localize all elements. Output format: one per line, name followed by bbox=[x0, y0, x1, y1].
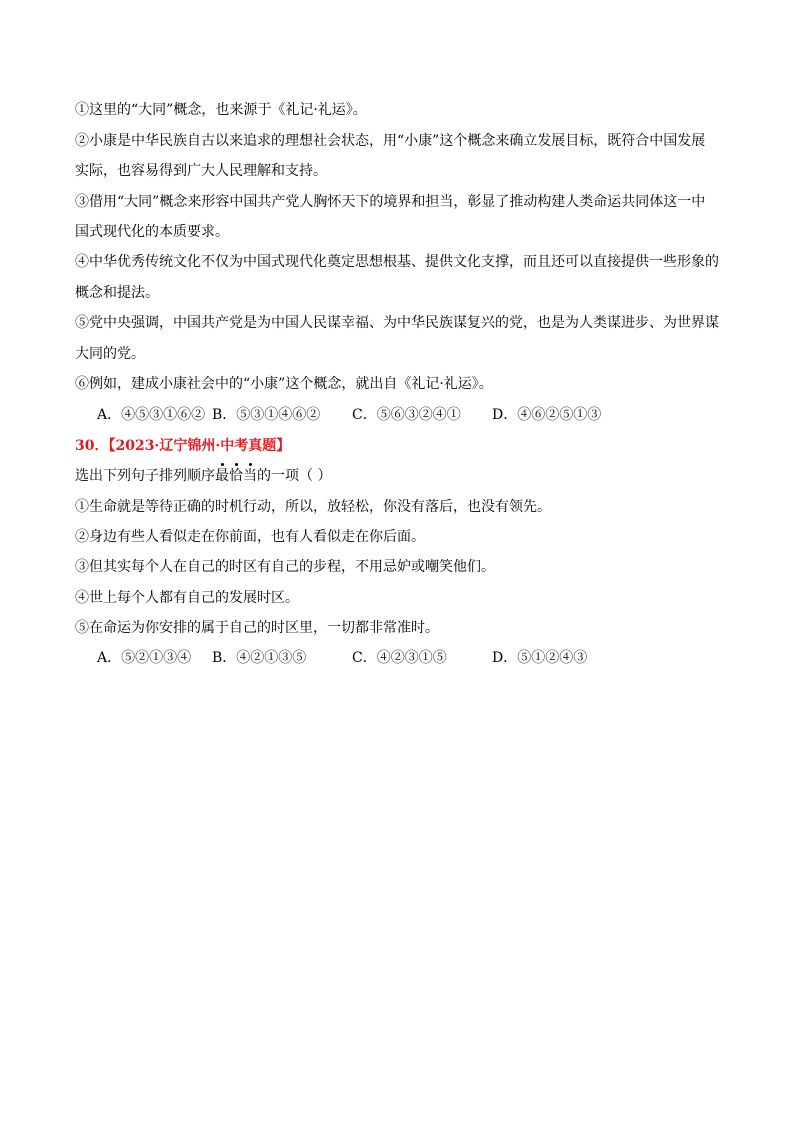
q29-sentence-5-line-2: 大同的党。 bbox=[75, 346, 145, 362]
q30-prompt bbox=[75, 466, 331, 486]
q30-prompt-end: 的一项（ ） bbox=[257, 468, 332, 484]
q30-option-d[interactable]: D．⑤①②④③ bbox=[492, 650, 588, 666]
q30-sentence-5: ⑤在命运为你安排的属于自己的时区里，一切都非常准时。 bbox=[75, 620, 439, 636]
q29-sentence-3-line-1: ③借用“大同”概念来形容中国共产党人胸怀天下的境界和担当，彰显了推动构建人类命运共同体这一中 bbox=[75, 194, 706, 210]
q30-source-header: 30．【2023·辽宁锦州·中考真题】 bbox=[75, 438, 291, 454]
q29-option-a[interactable]: A．④⑤③①⑥② bbox=[97, 407, 206, 423]
q29-sentence-2-line-2: 实际，也容易得到广大人民理解和支持。 bbox=[75, 163, 327, 179]
q30-emphasis-char-1: 最 bbox=[215, 468, 229, 484]
q30-option-a[interactable]: A．⑤②①③④ bbox=[97, 650, 192, 666]
q30-sentence-3: ③但其实每个人在自己的时区有自己的步程，不用忌妒或嘲笑他们。 bbox=[75, 559, 495, 575]
q29-sentence-3-line-2: 国式现代化的本质要求。 bbox=[75, 224, 229, 240]
q30-sentence-2: ②身边有些人看似走在你前面，也有人看似走在你后面。 bbox=[75, 529, 425, 545]
q29-sentence-2-line-1: ②小康是中华民族自古以来追求的理想社会状态，用“小康”这个概念来确立发展目标，既符合中国发展 bbox=[75, 133, 706, 149]
q30-prompt-start: 选出下列句子排列顺序 bbox=[75, 468, 215, 484]
q29-sentence-4-line-1: ④中华优秀传统文化不仅为中国式现代化奠定思想根基、提供文化支撑，而且还可以直接提供一些形象的 bbox=[75, 254, 719, 270]
q29-sentence-5-line-1: ⑤党中央强调，中国共产党是为中国人民谋幸福、为中华民族谋复兴的党，也是为人类谋进步、为世界谋 bbox=[75, 315, 719, 331]
q29-sentence-1: ①这里的“大同”概念，也来源于《礼记·礼运》。 bbox=[75, 102, 367, 118]
q29-sentence-6: ⑥例如，建成小康社会中的“小康”这个概念，就出自《礼记·礼运》。 bbox=[75, 376, 493, 392]
q29-option-b[interactable]: B．⑤③①④⑥② bbox=[212, 407, 321, 423]
q30-emphasis-char-3: 当 bbox=[243, 468, 257, 484]
q30-option-c[interactable]: C．④②③①⑤ bbox=[352, 650, 447, 666]
q30-sentence-4: ④世上每个人都有自己的发展时区。 bbox=[75, 590, 299, 606]
q29-option-c[interactable]: C．⑤⑥③②④① bbox=[352, 407, 461, 423]
q30-option-b[interactable]: B．④②①③⑤ bbox=[212, 650, 307, 666]
q30-emphasis-char-2: 恰 bbox=[229, 468, 243, 484]
q30-sentence-1: ①生命就是等待正确的时机行动，所以，放轻松，你没有落后，也没有领先。 bbox=[75, 499, 551, 515]
q29-sentence-4-line-2: 概念和提法。 bbox=[75, 285, 159, 301]
q29-option-d[interactable]: D．④⑥②⑤①③ bbox=[492, 407, 602, 423]
